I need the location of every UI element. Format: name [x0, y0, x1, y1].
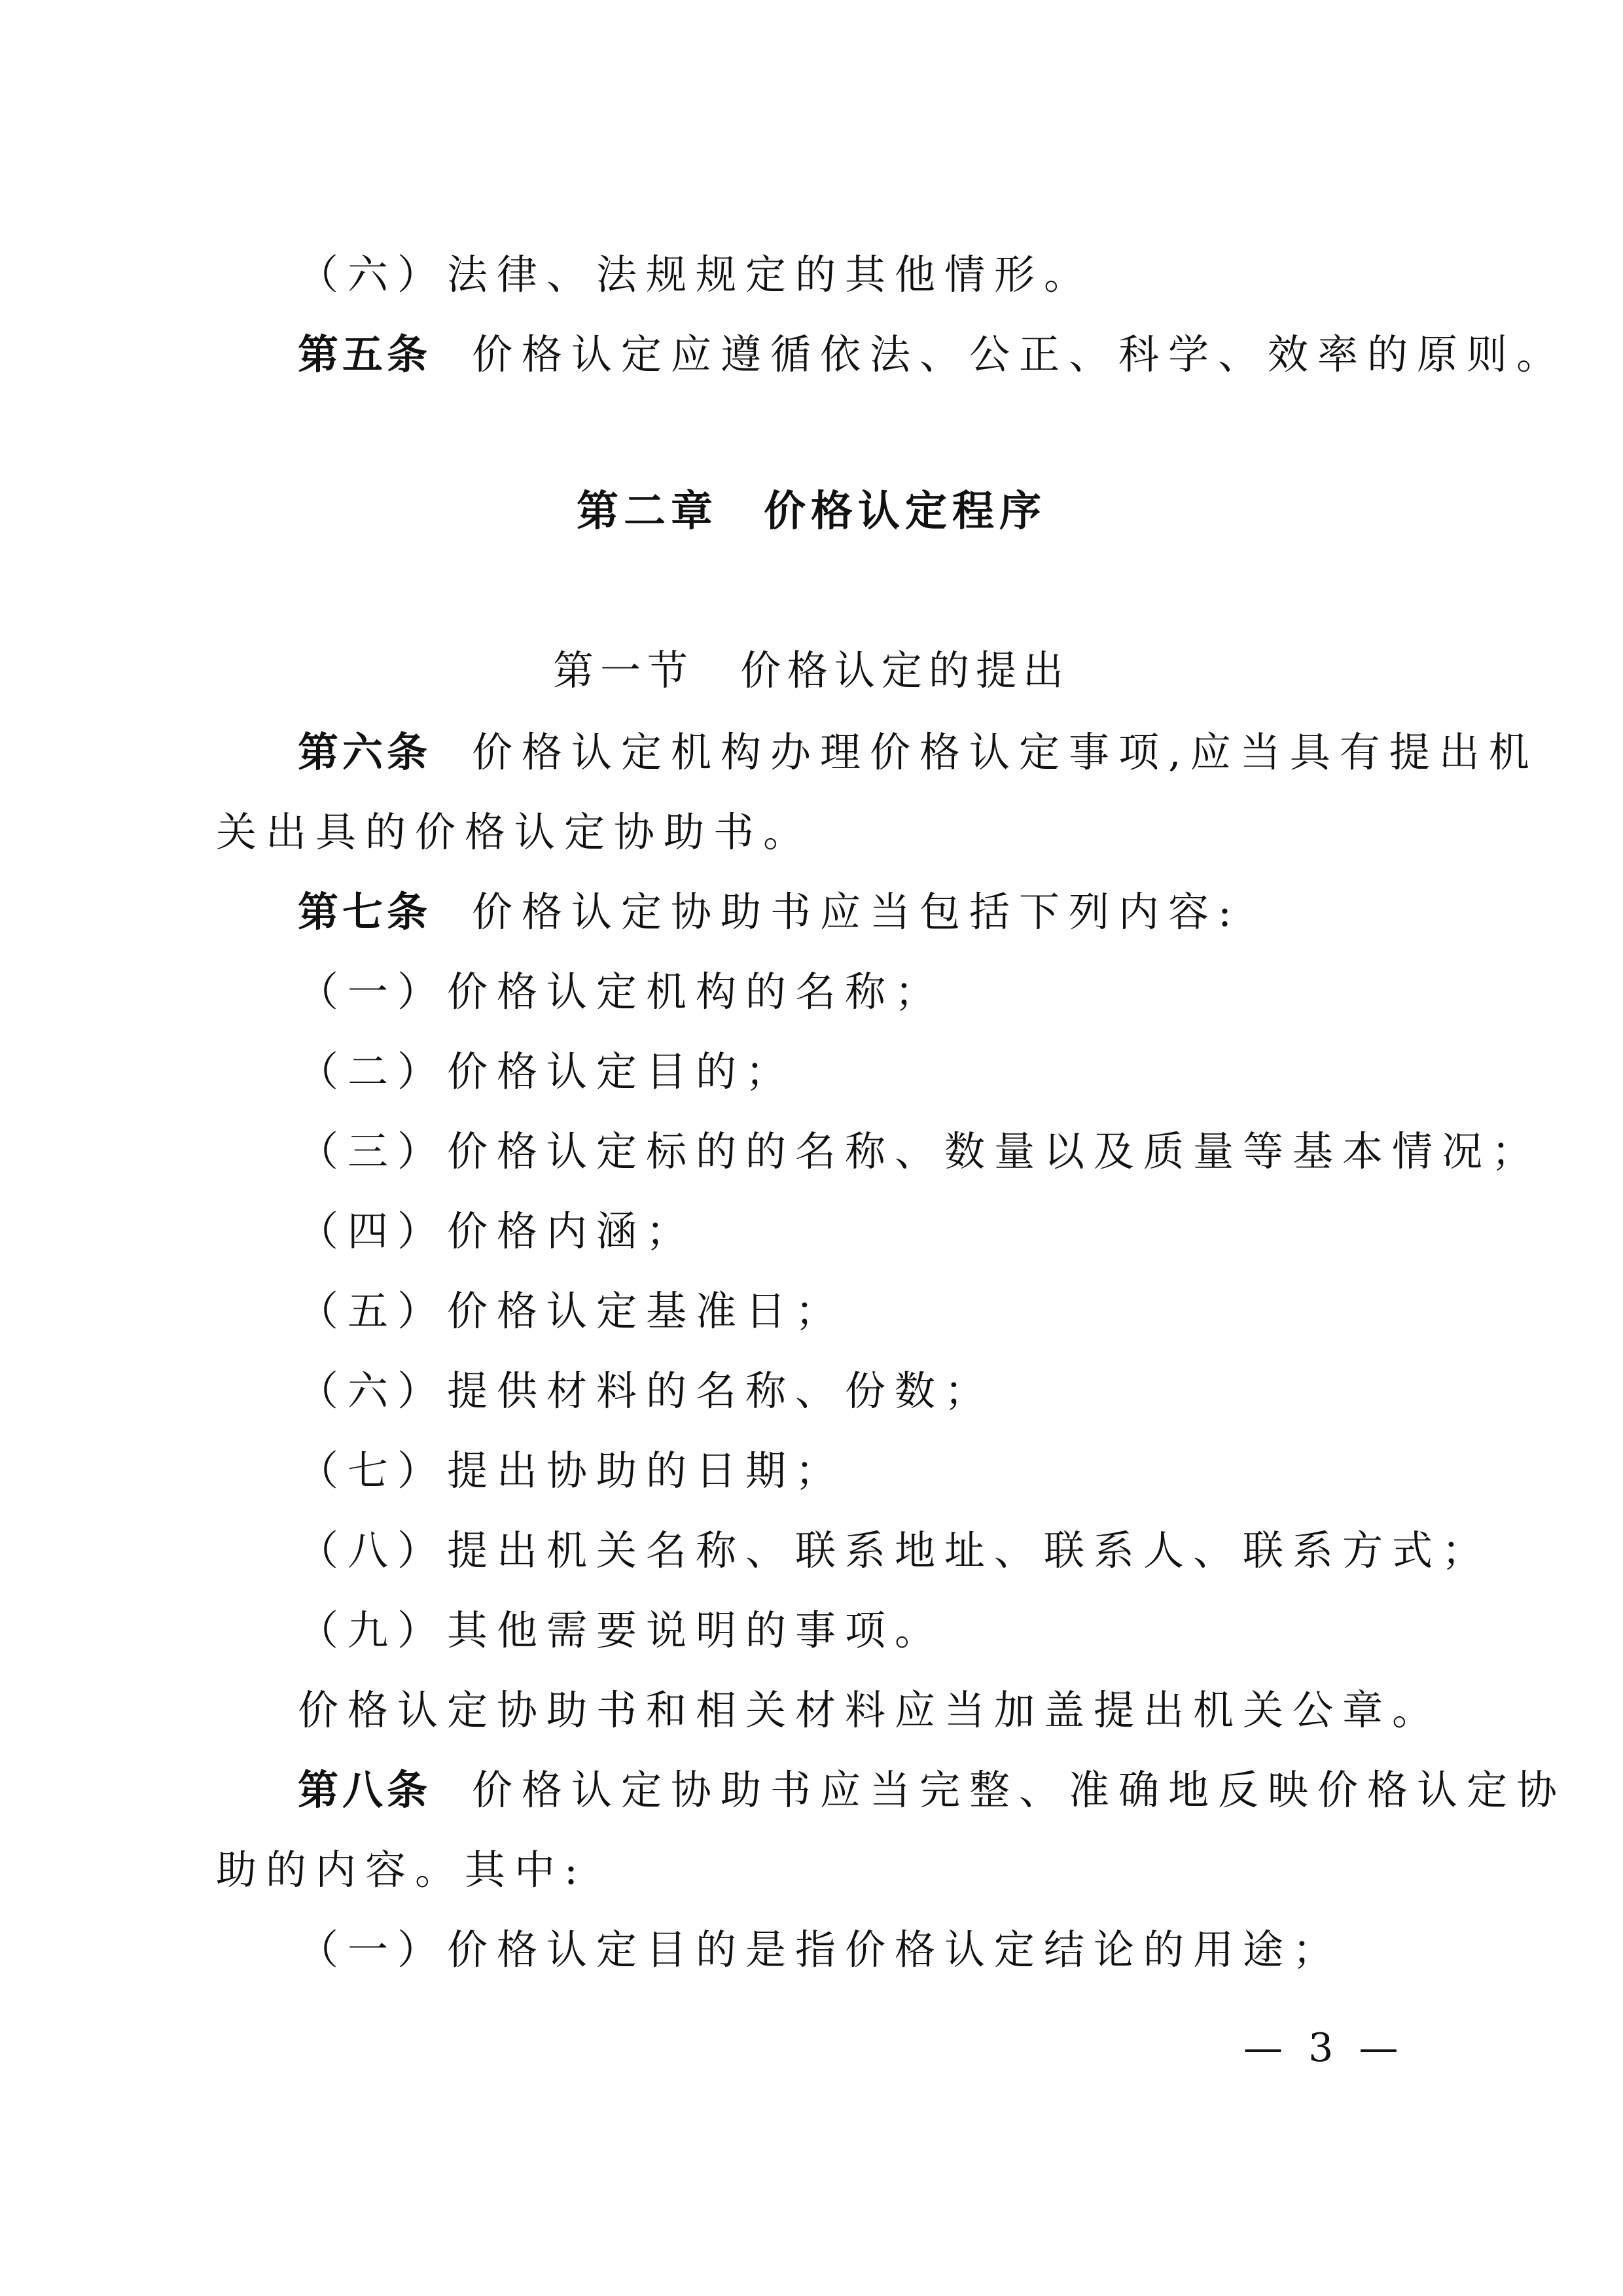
chapter-heading	[0, 486, 1623, 538]
list-item: （二）价格认定目的；	[298, 1048, 796, 1095]
article-7-note: 价格认定协助书和相关材料应当加盖提出机关公章。	[298, 1686, 1442, 1734]
list-item: （四）价格内涵；	[298, 1207, 696, 1255]
article-7	[298, 886, 1495, 938]
list-item: （一）价格认定机构的名称；	[298, 968, 945, 1016]
article-5	[298, 328, 1567, 381]
article-6-continued: 关出具的价格认定协助书。	[216, 808, 813, 856]
article-text: 价格认定协助书应当包括下列内容:	[472, 888, 1241, 936]
list-item: （八）提出机关名称、联系地址、联系人、联系方式；	[298, 1527, 1492, 1574]
section-heading	[0, 645, 1623, 697]
article-label: 第六条	[298, 728, 432, 776]
list-item: （六）法律、法规规定的其他情形。	[298, 251, 1094, 298]
section-title: 价格认定的提出	[740, 646, 1071, 694]
article-label: 第八条	[298, 1766, 432, 1814]
article-text: 价格认定协助书应当完整、准确地反映价格认定协	[472, 1766, 1567, 1814]
article-label: 第五条	[298, 330, 432, 378]
list-item: （六）提供材料的名称、份数；	[298, 1367, 995, 1415]
chapter-title: 价格认定程序	[764, 487, 1046, 536]
list-item: （三）价格认定标的的名称、数量以及质量等基本情况；	[298, 1127, 1542, 1175]
page-number: — 3 —	[1243, 2025, 1405, 2071]
article-label: 第七条	[298, 888, 432, 936]
article-8-continued: 助的内容。其中:	[216, 1846, 587, 1894]
list-item: （五）价格认定基准日；	[298, 1287, 846, 1335]
list-item: （九）其他需要说明的事项。	[298, 1606, 945, 1654]
article-text: 价格认定应遵循依法、公正、科学、效率的原则。	[472, 330, 1567, 378]
list-item: （七）提出协助的日期；	[298, 1447, 846, 1494]
article-text: 价格认定机构办理价格认定事项,应当具有提出机	[472, 728, 1539, 776]
article-8	[298, 1764, 1567, 1816]
chapter-number: 第二章	[577, 487, 718, 536]
section-number: 第一节	[552, 646, 694, 694]
article-6	[298, 726, 1539, 779]
list-item: （一）价格认定目的是指价格认定结论的用途；	[298, 1926, 1343, 1973]
